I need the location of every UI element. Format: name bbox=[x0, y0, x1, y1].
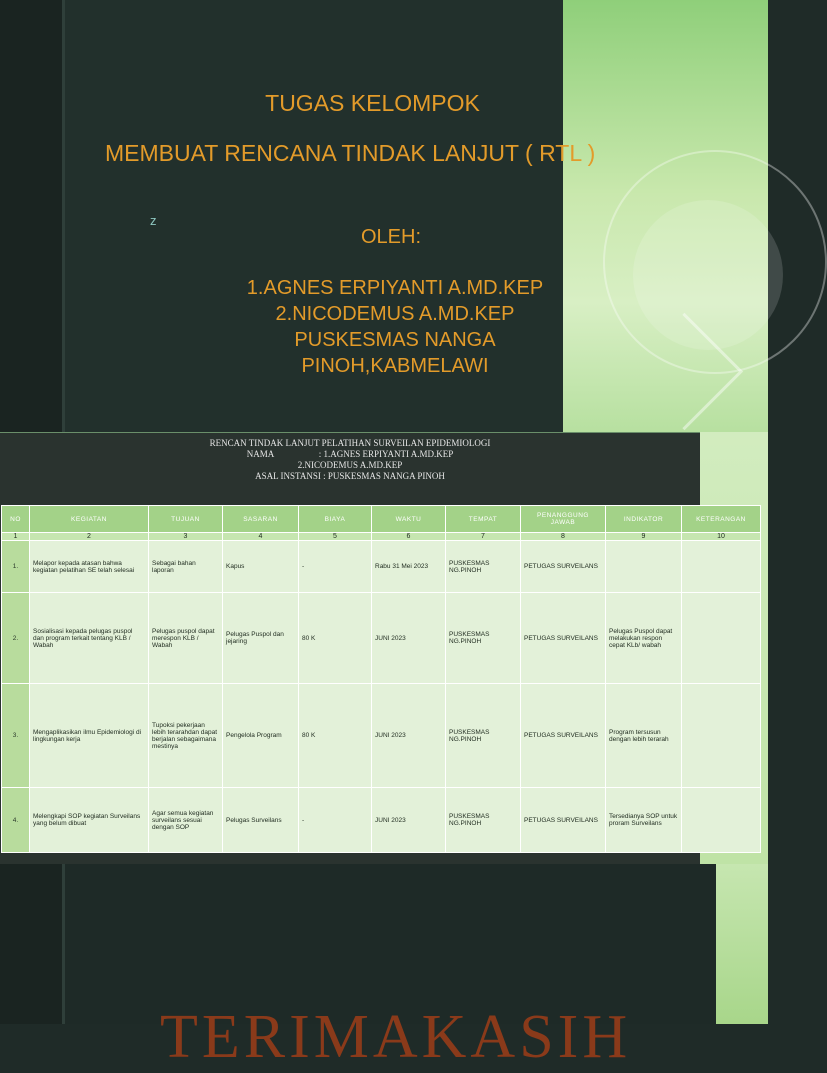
table-row bbox=[2, 593, 761, 684]
table-cell: Agar semua kegiatan surveilans sesuai dengan SOP bbox=[149, 788, 223, 853]
author-line: PUSKESMAS NANGA bbox=[294, 329, 496, 351]
column-header: BIAYA bbox=[299, 506, 372, 533]
author-line: PINOH,KABMELAWI bbox=[301, 355, 489, 377]
left-band bbox=[0, 864, 62, 1024]
table-cell bbox=[682, 541, 761, 593]
table-cell: Pelugas puspol dapat merespon KLB / Wabah bbox=[149, 593, 223, 684]
nama-line: NAMA : 1.AGNES ERPIYANTI A.MD.KEP bbox=[246, 449, 454, 459]
table-cell: 4. bbox=[2, 788, 30, 853]
table-cell: - bbox=[299, 788, 372, 853]
table-row bbox=[2, 541, 761, 593]
thanks-text: TERIMAKASIH bbox=[160, 1003, 632, 1071]
table-cell: PUSKESMAS NG.PINOH bbox=[446, 788, 521, 853]
column-number: 9 bbox=[606, 533, 682, 541]
table-cell: 80 K bbox=[299, 593, 372, 684]
column-header: KETERANGAN bbox=[682, 506, 761, 533]
rtl-title: RENCAN TINDAK LANJUT PELATIHAN SURVEILAN EPIDEMIOLOGI bbox=[209, 438, 491, 448]
slide-title-line1: TUGAS KELOMPOK bbox=[265, 90, 480, 116]
table-cell: Pelugas Puspol dan jejaring bbox=[223, 593, 299, 684]
table-cell: Pengelola Program bbox=[223, 684, 299, 788]
table-cell: JUNI 2023 bbox=[372, 684, 446, 788]
table-cell: PETUGAS SURVEILANS bbox=[521, 788, 606, 853]
column-number: 10 bbox=[682, 533, 761, 541]
instansi-line: ASAL INSTANSI : PUSKESMAS NANGA PINOH bbox=[255, 471, 445, 481]
column-header: PENANGGUNG JAWAB bbox=[521, 506, 606, 533]
oleh-label: OLEH: bbox=[361, 226, 422, 248]
nama-line-2: 2.NICODEMUS A.MD.KEP bbox=[297, 460, 403, 470]
column-header: TEMPAT bbox=[446, 506, 521, 533]
table-header-row bbox=[2, 506, 761, 533]
left-band bbox=[0, 0, 62, 432]
table-cell: PETUGAS SURVEILANS bbox=[521, 593, 606, 684]
table-cell: Melengkapi SOP kegiatan Surveilans yang belum dibuat bbox=[30, 788, 149, 853]
left-band-edge bbox=[62, 864, 65, 1024]
table-cell: PETUGAS SURVEILANS bbox=[521, 684, 606, 788]
column-number: 4 bbox=[223, 533, 299, 541]
column-header: TUJUAN bbox=[149, 506, 223, 533]
table-cell: Rabu 31 Mei 2023 bbox=[372, 541, 446, 593]
column-header: SASARAN bbox=[223, 506, 299, 533]
table-cell: Pelugas Puspol dapat melakukan respon cepat KLb/ wabah bbox=[606, 593, 682, 684]
table-cell: Program tersusun dengan lebih terarah bbox=[606, 684, 682, 788]
slide-marker: z bbox=[150, 213, 157, 228]
column-header: NO bbox=[2, 506, 30, 533]
table-cell: 80 K bbox=[299, 684, 372, 788]
table-cell: 2. bbox=[2, 593, 30, 684]
slide-title-line2: MEMBUAT RENCANA TINDAK LANJUT ( RTL ) bbox=[105, 140, 596, 166]
slide-rtl-table bbox=[0, 432, 768, 864]
table-row bbox=[2, 684, 761, 788]
table-cell: JUNI 2023 bbox=[372, 788, 446, 853]
author-line: 2.NICODEMUS A.MD.KEP bbox=[275, 303, 515, 325]
table-cell: PETUGAS SURVEILANS bbox=[521, 541, 606, 593]
column-header: INDIKATOR bbox=[606, 506, 682, 533]
column-header: WAKTU bbox=[372, 506, 446, 533]
table-cell bbox=[682, 684, 761, 788]
table-cell bbox=[606, 541, 682, 593]
table-cell: PUSKESMAS NG.PINOH bbox=[446, 684, 521, 788]
slide-title bbox=[0, 0, 768, 432]
author-line: 1.AGNES ERPIYANTI A.MD.KEP bbox=[246, 277, 544, 299]
table-cell: 1. bbox=[2, 541, 30, 593]
column-number: 6 bbox=[372, 533, 446, 541]
column-number: 5 bbox=[299, 533, 372, 541]
decorative-right-panel bbox=[716, 864, 768, 1024]
table-cell: Tersedianya SOP untuk proram Surveilans bbox=[606, 788, 682, 853]
column-number-row bbox=[2, 533, 761, 541]
left-band-edge bbox=[62, 0, 65, 432]
table-cell: Kapus bbox=[223, 541, 299, 593]
table-cell: 3. bbox=[2, 684, 30, 788]
table-cell bbox=[682, 788, 761, 853]
column-number: 1 bbox=[2, 533, 30, 541]
authors-block bbox=[190, 275, 600, 379]
table-cell: Tupoksi pekerjaan lebih terarahdan dapat berjalan sebagaimana mestinya bbox=[149, 684, 223, 788]
column-header: KEGIATAN bbox=[30, 506, 149, 533]
rtl-table bbox=[1, 505, 761, 853]
table-cell: Melapor kepada atasan bahwa kegiatan pelatihan SE telah selesai bbox=[30, 541, 149, 593]
column-number: 8 bbox=[521, 533, 606, 541]
divider bbox=[0, 432, 768, 433]
column-number: 7 bbox=[446, 533, 521, 541]
table-cell: Sosialisasi kepada pelugas puspol dan program terkait tentang KLB / Wabah bbox=[30, 593, 149, 684]
table-cell: JUNI 2023 bbox=[372, 593, 446, 684]
table-cell: Pelugas Surveilans bbox=[223, 788, 299, 853]
table-cell: PUSKESMAS NG.PINOH bbox=[446, 593, 521, 684]
column-number: 2 bbox=[30, 533, 149, 541]
column-number: 3 bbox=[149, 533, 223, 541]
table-row bbox=[2, 788, 761, 853]
table-cell: Sebagai bahan laporan bbox=[149, 541, 223, 593]
decor-circle-inner bbox=[633, 200, 783, 350]
table-cell bbox=[682, 593, 761, 684]
table-cell: - bbox=[299, 541, 372, 593]
slide-thanks bbox=[0, 864, 768, 1071]
table-cell: Mengaplikasikan ilmu Epidemiologi di lingkungan kerja bbox=[30, 684, 149, 788]
table-cell: PUSKESMAS NG.PINOH bbox=[446, 541, 521, 593]
